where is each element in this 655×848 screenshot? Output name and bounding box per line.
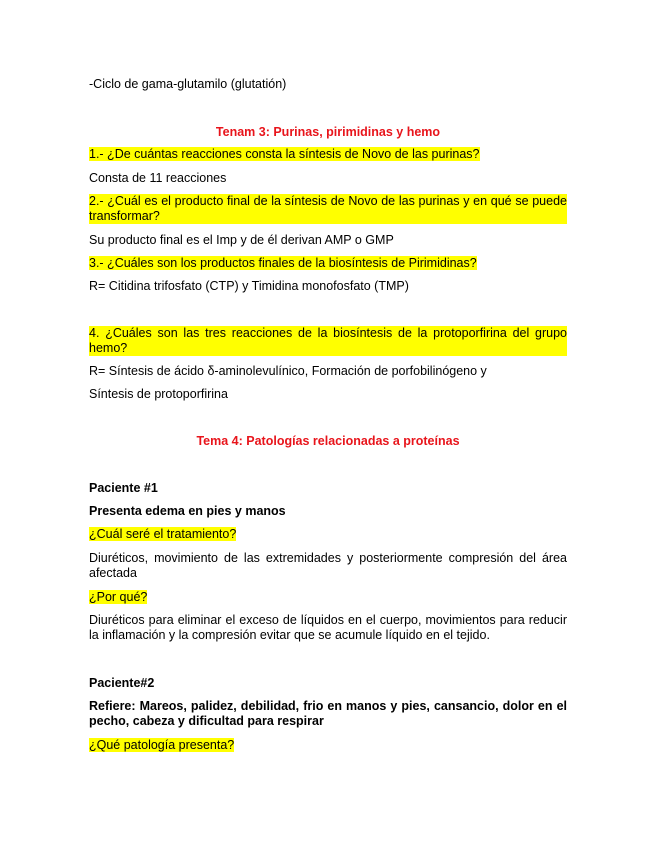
question-2: 2.- ¿Cuál es el producto final de la síntesis de Novo de las purinas y en qué se puede transformar? (89, 194, 567, 223)
question-1 (89, 147, 567, 162)
answer-3: R= Citidina trifosfato (CTP) y Timidina monofosfato (TMP) (89, 279, 409, 293)
patient-2-question-pathology-text: ¿Qué patología presenta? (89, 738, 235, 752)
patient-1-presenta: Presenta edema en pies y manos (89, 504, 286, 518)
patient-1-title: Paciente #1 (89, 481, 158, 495)
patient-1-question-why (89, 590, 567, 605)
question-3-text: 3.- ¿Cuáles son los productos finales de la biosíntesis de Pirimidinas? (89, 256, 477, 270)
question-4: 4. ¿Cuáles son las tres reacciones de la biosíntesis de la protoporfirina del grupo hemo? (89, 326, 567, 355)
patient-1-question-treatment (89, 527, 567, 542)
patient-2-question-pathology (89, 738, 567, 753)
question-1-text: 1.- ¿De cuántas reacciones consta la síntesis de Novo de las purinas? (89, 147, 480, 161)
answer-4-line-1: R= Síntesis de ácido δ-aminolevulínico, Formación de porfobilinógeno y (89, 364, 487, 378)
patient-1-answer-treatment: Diuréticos, movimiento de las extremidades y posteriormente compresión del área afectada (89, 551, 567, 580)
patient-2-title: Paciente#2 (89, 676, 155, 690)
answer-2: Su producto final es el Imp y de él derivan AMP o GMP (89, 233, 394, 247)
patient-1-answer-why: Diuréticos para eliminar el exceso de líquidos en el cuerpo, movimientos para reducir la inflamación y la compresión evitar que se acumule líquido en el tejido. (89, 613, 567, 642)
patient-1-question-why-text: ¿Por qué? (89, 590, 148, 604)
patient-2-refiere: Refiere: Mareos, palidez, debilidad, frio en manos y pies, cansancio, dolor en el pecho, cabeza y dificultad para respirar (89, 699, 567, 728)
question-3 (89, 256, 567, 271)
answer-4-line-2: Síntesis de protoporfirina (89, 387, 228, 401)
answer-1: Consta de 11 reacciones (89, 171, 227, 185)
section-3-title: Tenam 3: Purinas, pirimidinas y hemo (215, 125, 441, 139)
ciclo-line: -Ciclo de gama-glutamilo (glutatión) (89, 77, 287, 91)
patient-1-question-treatment-text: ¿Cuál seré el tratamiento? (89, 527, 237, 541)
section-4-title: Tema 4: Patologías relacionadas a proteínas (196, 434, 460, 448)
